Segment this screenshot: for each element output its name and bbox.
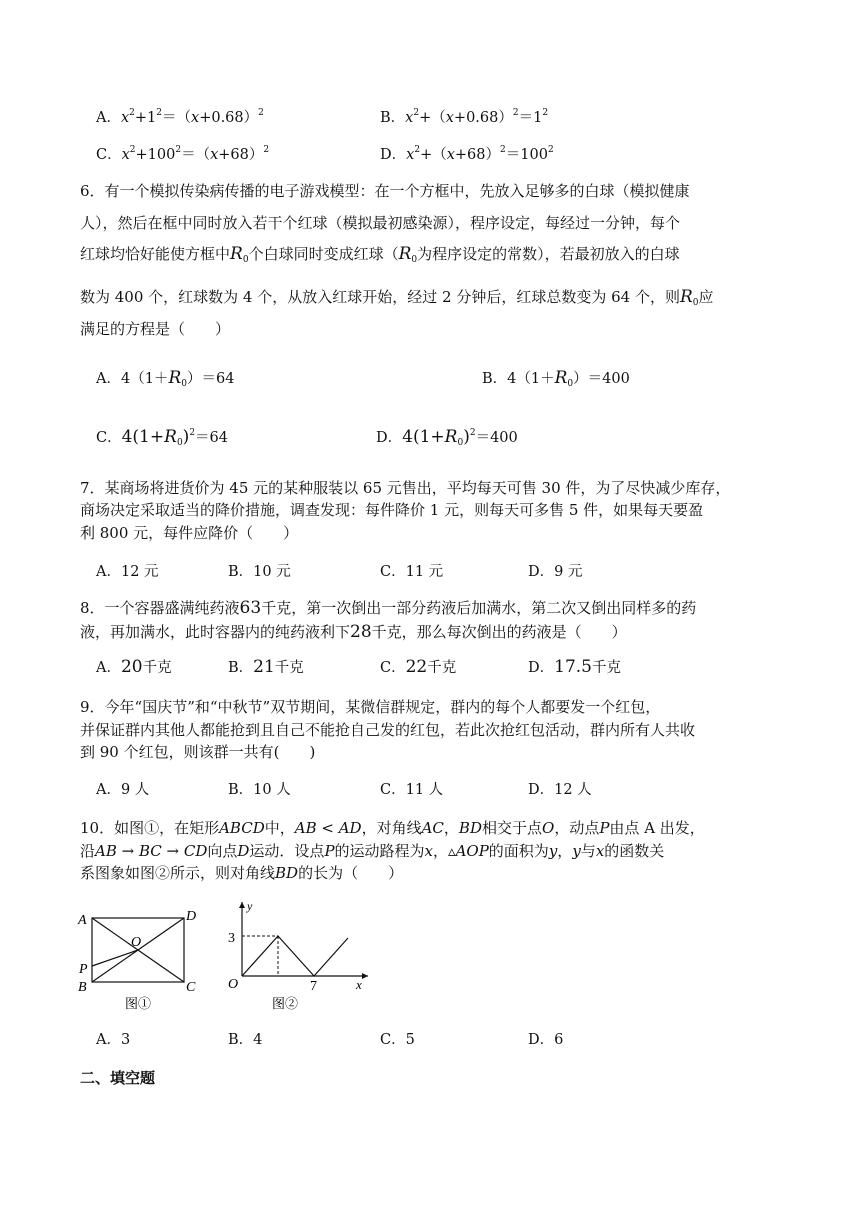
q6-option-a: A．$4(1+R_0)=64$ xyxy=(96,368,235,389)
q10-option-c: C．5 xyxy=(380,1032,415,1048)
q10-option-b: B．4 xyxy=(228,1032,263,1048)
q6-line2: 人），然后在框中同时放入若干个红球（模拟最初感染源），程序设定，每经过一分钟，每个 xyxy=(80,214,681,232)
fig2-label-y: y xyxy=(247,899,253,913)
fig1-label-b: B xyxy=(78,980,87,995)
q5-option-a: A．$x^2+1^2=(x+0.68)^2$ xyxy=(96,108,264,126)
section-title: 二、填空题 xyxy=(80,1069,156,1087)
fig1-label-o: O xyxy=(131,935,142,950)
q5-option-b: B．$x^2+(x+0.68)^2=1^2$ xyxy=(380,108,549,126)
q9-option-d: D．12 人 xyxy=(528,782,592,798)
q9-option-a: A．9 人 xyxy=(96,782,150,798)
figure-1-rectangle xyxy=(76,902,206,1014)
q7-option-c: C．11 元 xyxy=(380,564,444,580)
q6-line3: 红球均恰好能使方框中$R_0$个白球同时变成红球（$R_0$为程序设定的常数），若最初放入的白球 xyxy=(80,244,680,265)
q8-option-a: A．20千克 xyxy=(96,657,172,677)
q5-option-c: C．$x^2+100^2=(x+68)^2$ xyxy=(96,145,270,163)
q10-line1: 10．如图①，在矩形ABCD中，AB < AD，对角线AC，BD相交于点O，动点P由点 A 出发， xyxy=(80,819,705,837)
q6-option-b: B．$4(1+R_0)=400$ xyxy=(482,368,630,389)
fig2-label-3: 3 xyxy=(228,931,235,946)
q9-line2: 并保证群内其他人都能抢到且自己不能抢自己发的红包，若此次抢红包活动，群内所有人共收 xyxy=(80,721,696,739)
fig1-caption: 图① xyxy=(125,996,152,1011)
figure-2-graph xyxy=(222,896,372,1014)
fig1-label-a: A xyxy=(78,913,87,928)
q10-line3: 系图象如图②所示，则对角线BD的长为（ ） xyxy=(80,864,404,882)
q9-option-c: C．11 人 xyxy=(380,782,444,798)
q8-option-d: D．17.5千克 xyxy=(528,657,621,677)
fig2-caption: 图② xyxy=(272,996,299,1011)
q8-line1: 8．一个容器盛满纯药液63千克，第一次倒出一部分药液后加满水，第二次又倒出同样多的药 xyxy=(80,598,697,618)
q5-option-d: D．$x^2+(x+68)^2=100^2$ xyxy=(380,145,554,163)
fig1-label-d: D xyxy=(186,909,197,924)
q7-option-d: D．9 元 xyxy=(528,564,583,580)
q7-line2: 商场决定采取适当的降价措施，调查发现：每件降价 1 元，则每天可多售 5 件，如果每天要盈 xyxy=(80,501,704,519)
q6-line4: 数为 400 个，红球数为 4 个，从放入红球开始，经过 2 分钟后，红球总数变为 64 个，则$R_0$应 xyxy=(80,287,714,308)
q7-option-a: A．12 元 xyxy=(96,564,159,580)
fig1-label-c: C xyxy=(186,980,196,995)
q9-option-b: B．10 人 xyxy=(228,782,291,798)
q6-option-c: C．$4(1+R_0)^2=64$ xyxy=(96,427,228,448)
q10-option-d: D．6 xyxy=(528,1032,564,1048)
q6-option-d: D．$4(1+R_0)^2=400$ xyxy=(376,427,518,448)
q7-option-b: B．10 元 xyxy=(228,564,291,580)
q8-option-c: C．22千克 xyxy=(380,657,457,677)
q10-line2: 沿AB → BC → CD向点D运动．设点P的运动路程为x，▵AOP的面积为y，y与x的函数关 xyxy=(80,842,665,860)
fig2-label-x: x xyxy=(356,977,362,992)
q10-option-a: A．3 xyxy=(96,1032,131,1048)
fig1-label-p: P xyxy=(79,962,88,977)
fig2-label-o: O xyxy=(228,977,239,992)
q8-line2: 液，再加满水，此时容器内的纯药液利下28千克，那么每次倒出的药液是（ ） xyxy=(80,622,627,642)
q9-line3: 到 90 个红包，则该群一共有( ) xyxy=(80,743,316,761)
q9-line1: 9．今年“国庆节”和“中秋节”双节期间，某微信群规定，群内的每个人都要发一个红包， xyxy=(80,698,661,716)
q6-line5: 满足的方程是（ ） xyxy=(80,320,231,338)
fig2-label-7: 7 xyxy=(310,979,317,994)
q7-line1: 7．某商场将进货价为 45 元的某种服装以 65 元售出，平均每天可售 30 件，为了尽快减少库存， xyxy=(80,479,731,497)
q8-option-b: B．21千克 xyxy=(228,657,304,677)
q7-line3: 利 800 元，每件应降价（ ） xyxy=(80,524,299,542)
q6-line1: 6．有一个模拟传染病传播的电子游戏模型：在一个方框中，先放入足够多的白球（模拟健康 xyxy=(80,182,690,200)
